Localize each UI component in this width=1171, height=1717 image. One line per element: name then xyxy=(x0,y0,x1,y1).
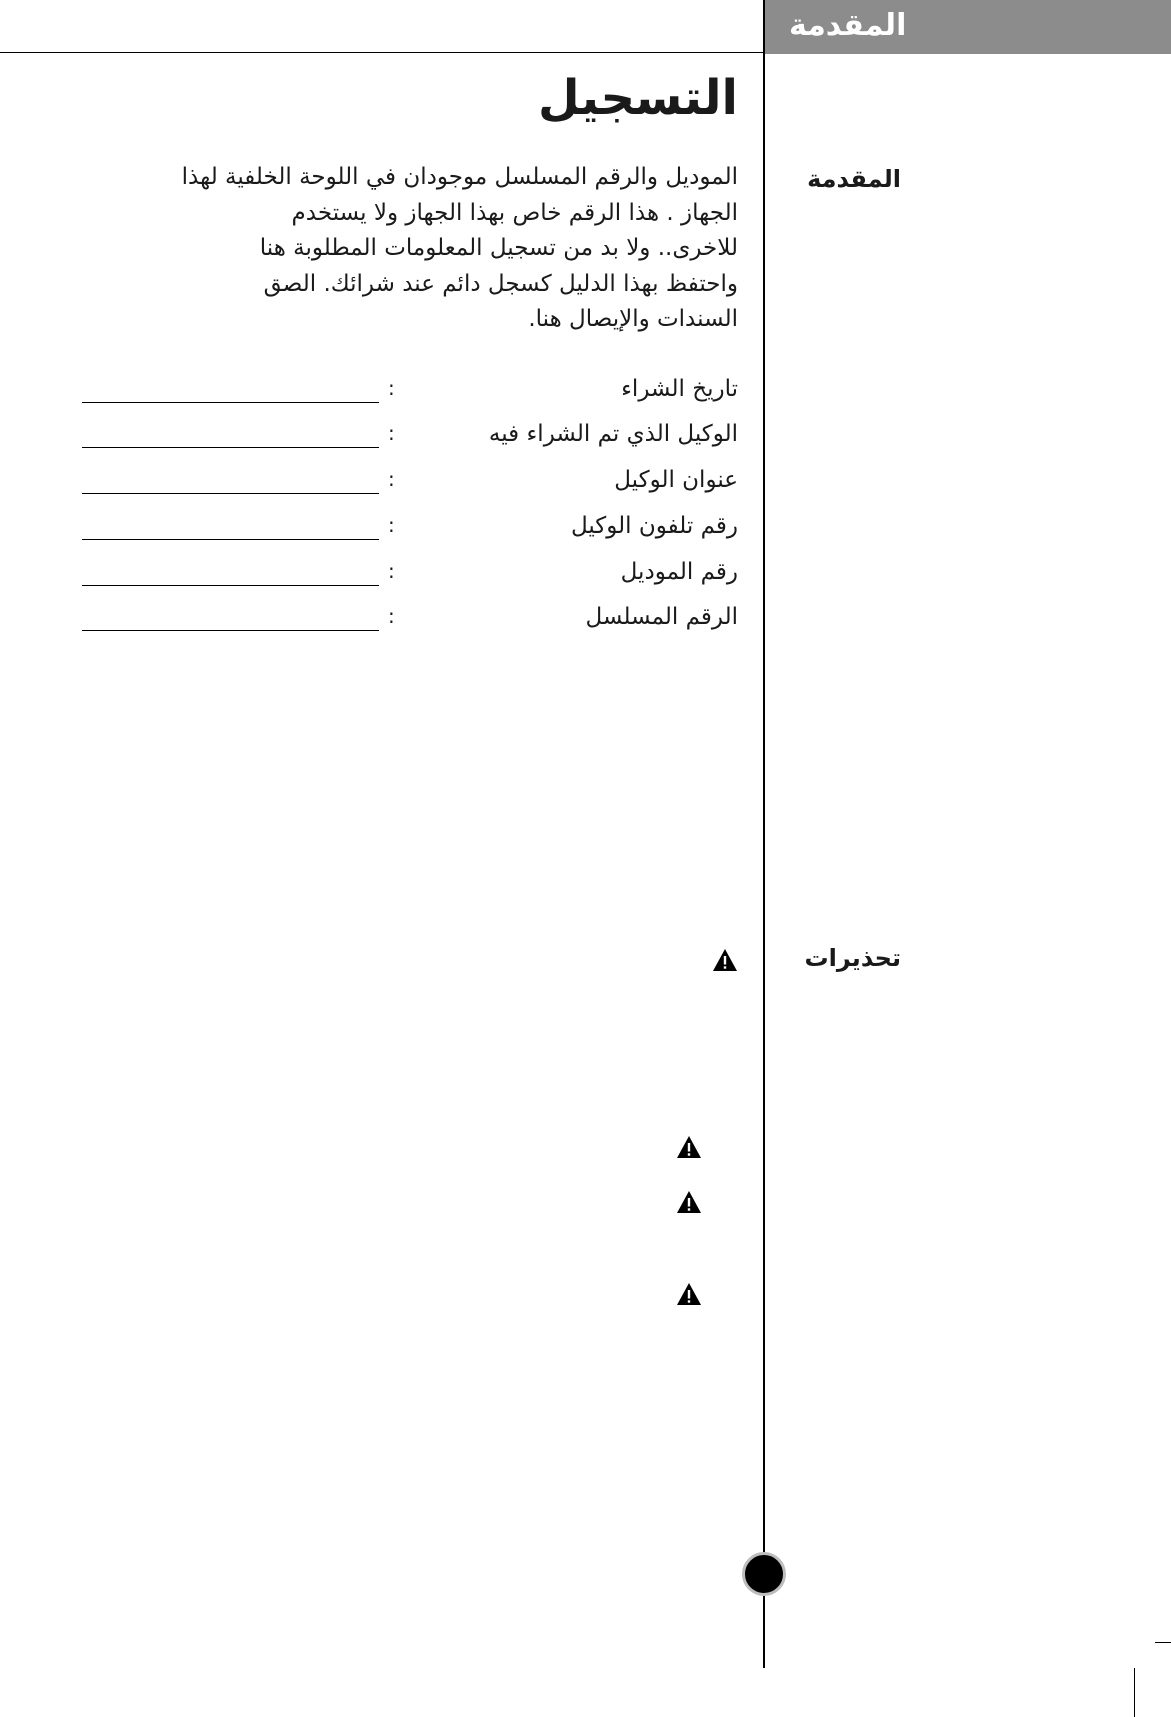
intro-line: الموديل والرقم المسلسل موجودان في اللوحة الخلفية لهذا xyxy=(181,164,738,190)
fill-in-line xyxy=(82,447,379,448)
field-label: رقم الموديل xyxy=(620,559,738,585)
sidebar-intro-label: المقدمة xyxy=(807,165,901,193)
field-label: تاريخ الشراء xyxy=(621,376,738,402)
crop-mark xyxy=(1155,1642,1171,1643)
field-label: الوكيل الذي تم الشراء فيه xyxy=(488,421,738,447)
intro-line: واحتفظ بهذا الدليل كسجل دائم عند شرائك. الصق xyxy=(263,270,738,297)
intro-line: السندات والإيصال هنا. xyxy=(528,306,738,332)
form-row-dealer-phone xyxy=(80,513,738,553)
section-tab xyxy=(765,0,1171,54)
column-divider xyxy=(763,0,765,1668)
intro-paragraph xyxy=(110,160,738,338)
form-row-dealer xyxy=(80,421,738,461)
field-colon: : xyxy=(388,421,395,445)
form-row-purchase-date xyxy=(80,376,738,416)
intro-line: للاخرى.. ولا بد من تسجيل المعلومات المطلوبة هنا xyxy=(259,235,738,261)
field-colon: : xyxy=(388,513,395,537)
crop-mark xyxy=(1134,1668,1135,1717)
field-label: عنوان الوكيل xyxy=(614,467,738,493)
fill-in-line xyxy=(82,493,379,494)
section-tab-label: المقدمة xyxy=(789,8,907,43)
page-number-dot xyxy=(742,1552,786,1596)
fill-in-line xyxy=(82,402,379,403)
page-title: التسجيل xyxy=(538,70,738,126)
field-colon: : xyxy=(388,604,395,628)
field-label: الرقم المسلسل xyxy=(585,604,738,630)
warning-triangle-icon xyxy=(712,948,738,972)
field-colon: : xyxy=(388,559,395,583)
header-rule xyxy=(0,52,763,53)
fill-in-line xyxy=(82,539,379,540)
sidebar-warnings-label: تحذيرات xyxy=(804,944,901,972)
field-colon: : xyxy=(388,376,395,400)
intro-line: الجهاز . هذا الرقم خاص بهذا الجهاز ولا يستخدم xyxy=(291,199,738,226)
warning-triangle-icon xyxy=(676,1190,702,1214)
field-colon: : xyxy=(388,467,395,491)
form-row-model-number xyxy=(80,559,738,599)
form-row-serial-number xyxy=(80,604,738,644)
fill-in-line xyxy=(82,585,379,586)
form-row-dealer-address xyxy=(80,467,738,507)
warning-triangle-icon xyxy=(676,1282,702,1306)
warning-triangle-icon xyxy=(676,1135,702,1159)
fill-in-line xyxy=(82,630,379,631)
field-label: رقم تلفون الوكيل xyxy=(570,513,738,539)
